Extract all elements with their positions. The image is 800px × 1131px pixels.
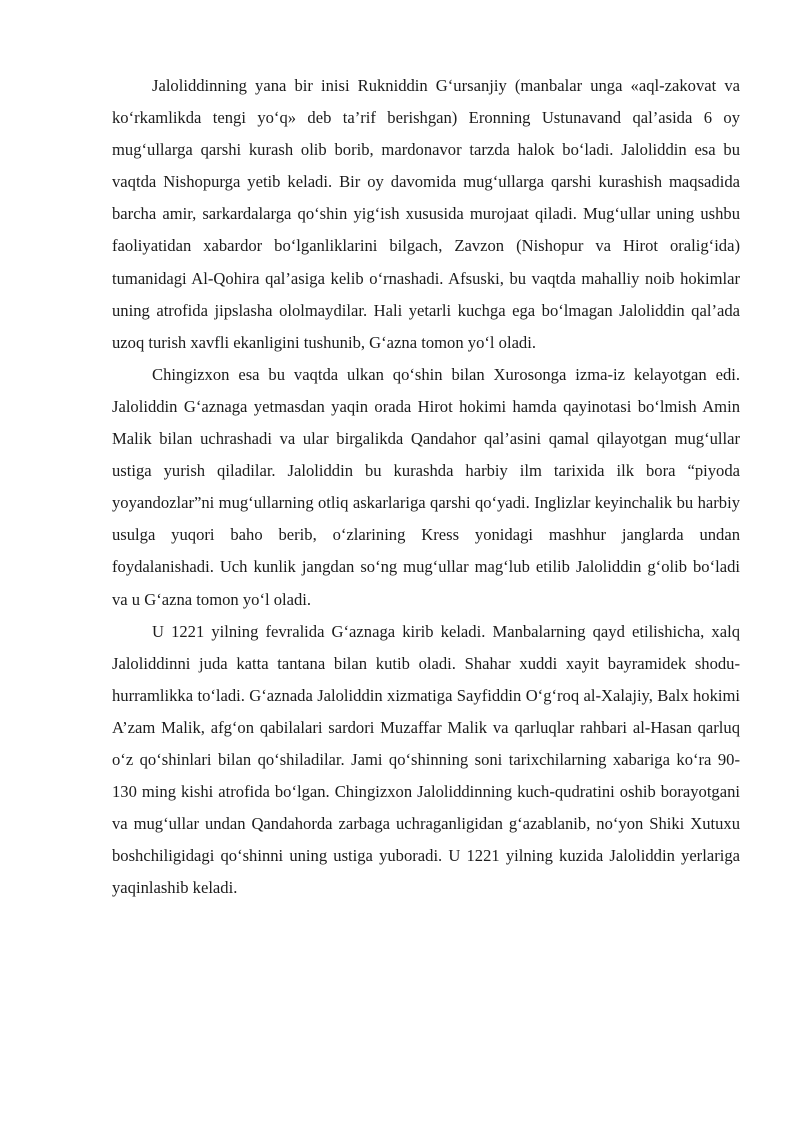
document-body [112, 70, 740, 904]
paragraph-1: Jaloliddinning yana bir inisi Rukniddin G‘ursanjiy (manbalar unga «aql-zakovat va ko‘rkamlikda tengi yo‘q» deb ta’rif berishgan) Eronning Ustunavand qal’asida 6 oy mug‘ullarga qarshi kurash olib borib, mardonavor tarzda halok bo‘ladi. Jaloliddin esa bu vaqtda Nishopurga yetib keladi. Bir oy davomida mug‘ullarga qarshi kurashish maqsadida barcha amir, sarkardalarga qo‘shin yig‘ish xususida murojaat qiladi. Mug‘ullar uning ushbu faoliyatidan xabardor bo‘lganliklarini bilgach, Zavzon (Nishopur va Hirot oralig‘ida) tumanidagi Al-Qohira qal’asiga kelib o‘rnashadi. Afsuski, bu vaqtda mahalliy noib hokimlar uning atrofida jipslasha ololmaydilar. Hali yetarli kuchga ega bo‘lmagan Jaloliddin qal’ada uzoq turish xavfli ekanligini tushunib, G‘azna tomon yo‘l oladi. [112, 76, 740, 352]
paragraph-3: U 1221 yilning fevralida G‘aznaga kirib keladi. Manbalarning qayd etilishicha, xalq Jaloliddinni juda katta tantana bilan kutib oladi. Shahar xuddi xayit bayramidek shodu-hurramlikka to‘ladi. G‘aznada Jaloliddin xizmatiga Sayfiddin O‘g‘roq al-Xalajiy, Balx hokimi A’zam Malik, afg‘on qabilalari sardori Muzaffar Malik va qarluqlar rahbari al-Hasan qarluq o‘z qo‘shinlari bilan qo‘shiladilar. Jami qo‘shinning soni tarixchilarning xabariga ko‘ra 90-130 ming kishi atrofida bo‘lgan. Chingizxon Jaloliddinning kuch-qudratini oshib borayotgani va mug‘ullar undan Qandahorda zarbaga uchraganligidan g‘azablanib, no‘yon Shiki Xutuxu boshchiligidagi qo‘shinni uning ustiga yuboradi. U 1221 yilning kuzida Jaloliddin yerlariga yaqinlashib keladi. [112, 621, 740, 898]
paragraph-2: Chingizxon esa bu vaqtda ulkan qo‘shin bilan Xurosonga izma-iz kelayotgan edi. Jaloliddin G‘aznaga yetmasdan yaqin orada Hirot hokimi hamda qayinotasi bo‘lmish Amin Malik bilan uchrashadi va ular birgalikda Qandahor qal’asini qamal qilayotgan mug‘ullar ustiga yurish qiladilar. Jaloliddin bu kurashda harbiy ilm tarixida ilk bora “piyoda yoyandozlar”ni mug‘ullarning otliq askarlariga qarshi qo‘yadi. Inglizlar keyinchalik bu harbiy usulga yuqori baho berib, o‘zlarining Kress yonidagi mashhur janglarda undan foydalanishadi. Uch kunlik jangdan so‘ng mug‘ullar mag‘lub etilib Jaloliddin g‘olib bo‘ladi va u G‘azna tomon yo‘l oladi. [112, 364, 740, 609]
